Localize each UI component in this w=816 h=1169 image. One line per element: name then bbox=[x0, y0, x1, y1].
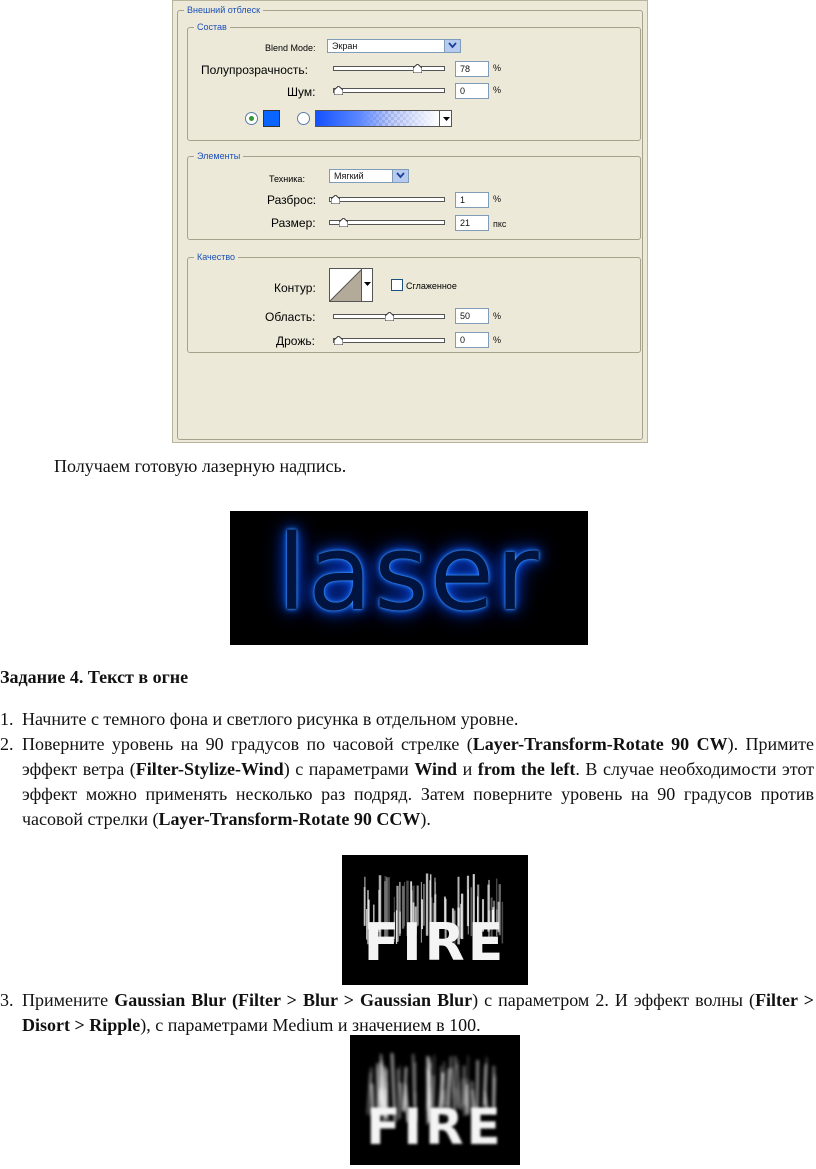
glow-color-swatch[interactable] bbox=[263, 110, 280, 127]
noise-unit: % bbox=[493, 85, 502, 95]
fire-image-text: FIRE bbox=[363, 913, 507, 973]
gradient-dropdown-button[interactable] bbox=[439, 110, 452, 127]
menu-path: Layer-Transform-Rotate 90 CW bbox=[472, 734, 728, 754]
contour-curve-icon bbox=[330, 269, 362, 301]
spread-input[interactable]: 1 bbox=[455, 192, 489, 208]
menu-path: Gaussian Blur (Filter > Blur > Gaussian Blur bbox=[114, 990, 473, 1010]
text-run: Начните с темного фона и светлого рисунка в отдельном уровне. bbox=[22, 709, 519, 729]
text-run: ), с параметрами Medium и значением в 100. bbox=[140, 1015, 481, 1035]
slider-thumb-icon[interactable] bbox=[334, 336, 343, 345]
opacity-slider[interactable] bbox=[333, 66, 445, 71]
opacity-input[interactable]: 78 bbox=[455, 61, 489, 77]
text-run: Примените bbox=[22, 990, 115, 1010]
gradient-radio[interactable] bbox=[297, 112, 310, 125]
jitter-input[interactable]: 0 bbox=[455, 332, 489, 348]
glow-gradient-preview[interactable] bbox=[315, 110, 440, 127]
range-input[interactable]: 50 bbox=[455, 308, 489, 324]
solid-color-radio[interactable] bbox=[245, 112, 258, 125]
opacity-label: Полупрозрачность: bbox=[201, 63, 308, 77]
technique-value: Мягкий bbox=[334, 171, 364, 181]
contour-dropdown-button[interactable] bbox=[361, 269, 372, 301]
noise-input[interactable]: 0 bbox=[455, 83, 489, 99]
text-run: ) с параметрами bbox=[283, 759, 415, 779]
antialias-label: Сглаженное bbox=[406, 281, 457, 291]
list-item-number: 3. bbox=[0, 990, 14, 1010]
spread-unit: % bbox=[493, 194, 502, 204]
slider-thumb-icon[interactable] bbox=[339, 218, 348, 227]
range-label: Область: bbox=[265, 310, 316, 324]
text-run: . В случае необходимости этот эффект можно применять несколько раз подряд. Затем поверните уровень на 90 градусов против часовой стрелки ( bbox=[22, 759, 814, 829]
quality-title: Качество bbox=[194, 252, 238, 263]
param-name: Wind bbox=[414, 759, 458, 779]
text-run: и bbox=[457, 759, 478, 779]
blend-mode-label: Blend Mode: bbox=[265, 43, 316, 53]
laser-image-text: laser bbox=[277, 512, 541, 634]
elements-title: Элементы bbox=[194, 151, 243, 162]
slider-thumb-icon[interactable] bbox=[334, 86, 343, 95]
param-name: from the left bbox=[477, 759, 576, 779]
list-item-text bbox=[22, 988, 814, 1038]
spread-slider[interactable] bbox=[329, 197, 445, 202]
text-run: ) с параметром 2. И эффект волны ( bbox=[472, 990, 756, 1010]
jitter-label: Дрожь: bbox=[276, 334, 315, 348]
opacity-unit: % bbox=[493, 63, 502, 73]
fire-wind-image bbox=[342, 855, 528, 985]
slider-thumb-icon[interactable] bbox=[413, 64, 422, 73]
list-item-text bbox=[22, 732, 814, 832]
contour-picker[interactable] bbox=[329, 268, 373, 302]
result-paragraph: Получаем готовую лазерную надпись. bbox=[54, 456, 347, 476]
chevron-down-icon[interactable] bbox=[444, 40, 460, 52]
text-run: Поверните уровень на 90 градусов по часовой стрелке ( bbox=[22, 734, 473, 754]
range-unit: % bbox=[493, 311, 502, 321]
text-run: ). Примите эффект ветра ( bbox=[22, 734, 815, 779]
radio-selected-dot bbox=[249, 116, 254, 121]
blend-mode-value: Экран bbox=[332, 41, 358, 51]
outer-glow-dialog bbox=[172, 0, 648, 443]
size-input[interactable]: 21 bbox=[455, 215, 489, 231]
technique-select[interactable] bbox=[329, 169, 409, 183]
list-item-number: 1. bbox=[0, 709, 14, 729]
size-unit: пкс bbox=[493, 219, 507, 229]
slider-thumb-icon[interactable] bbox=[331, 195, 340, 204]
chevron-down-icon[interactable] bbox=[392, 170, 408, 182]
spread-label: Разброс: bbox=[267, 193, 317, 207]
laser-image bbox=[230, 511, 588, 645]
structure-title: Состав bbox=[194, 22, 230, 33]
antialias-checkbox[interactable] bbox=[391, 279, 403, 291]
menu-path: Filter > Disort > Ripple bbox=[22, 990, 815, 1035]
technique-label: Техника: bbox=[269, 174, 305, 184]
noise-label: Шум: bbox=[287, 85, 316, 99]
blend-mode-select[interactable] bbox=[327, 39, 461, 53]
size-label: Размер: bbox=[271, 216, 316, 230]
range-slider[interactable] bbox=[333, 314, 445, 319]
list-item-text bbox=[22, 707, 814, 732]
text-run: ). bbox=[420, 809, 431, 829]
menu-path: Filter-Stylize-Wind bbox=[135, 759, 284, 779]
list-item-number: 2. bbox=[0, 734, 14, 754]
outer-glow-title: Внешний отблеск bbox=[184, 5, 263, 16]
contour-label: Контур: bbox=[274, 281, 316, 295]
fire-blur-image bbox=[350, 1035, 520, 1165]
jitter-slider[interactable] bbox=[333, 338, 445, 343]
noise-slider[interactable] bbox=[333, 88, 445, 93]
slider-thumb-icon[interactable] bbox=[385, 312, 394, 321]
menu-path: Layer-Transform-Rotate 90 CCW bbox=[158, 809, 421, 829]
jitter-unit: % bbox=[493, 335, 502, 345]
task-heading: Задание 4. Текст в огне bbox=[0, 667, 189, 687]
size-slider[interactable] bbox=[329, 220, 445, 225]
fire-image-text: FIRE bbox=[366, 1098, 504, 1156]
